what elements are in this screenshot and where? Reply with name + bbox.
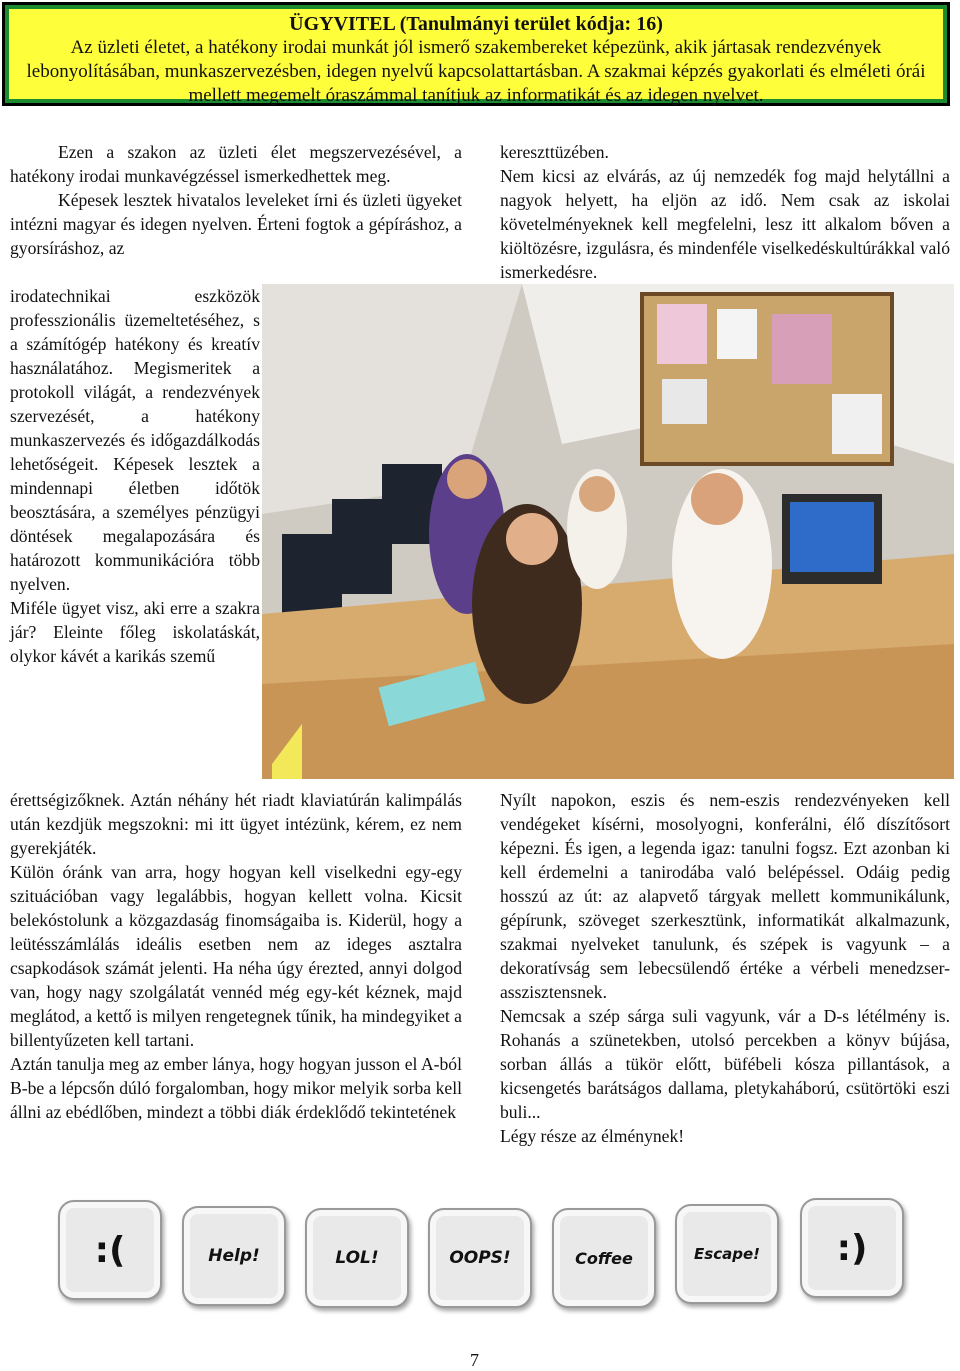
paragraph-expectations: Nem kicsi az elvárás, az új nemzedék fog majd helytállni a nagyok helyett, ha eljön az idő. Nem csak az iskolai követelményeknek kell megfelelni, lesz itt alkalom bőven a kiöltözésre, izgulásra, és mindenféle viselkedéskultúrákkal való ismerkedésre.: [500, 166, 950, 282]
key-oops: OOPS!: [428, 1208, 532, 1308]
column-left-lower: [10, 788, 462, 1124]
column-left-intro: [10, 140, 462, 260]
column-right-lower: [500, 788, 950, 1148]
classroom-photo: [262, 284, 954, 779]
paragraph-school-life: Aztán tanulja meg az ember lánya, hogy hogyan jusson el A-ból B-be a lépcsőn dúló forgalomban, hogy mikor melyik sorba kell állni az ebédlőben, mindezt a többi diák érdeklődő tekintetének: [10, 1054, 462, 1122]
paragraph-intro: Ezen a szakon az üzleti élet megszervezésével, a hatékony irodai munkavégzéssel ismerkedhettek meg.: [10, 142, 462, 186]
program-description: Az üzleti életet, a hatékony irodai munkát jól ismerő szakembereket képezünk, akik jártasak rendezvények lebonyolításában, munkaszervezésben, idegen nyelvű kapcsolattartásban. A szakmai képzés gyakorlati és elméleti órái mellett megemelt óraszámmal tanítjuk az informatikát és az idegen nyelvet.: [26, 37, 926, 106]
key-smile-face: :): [800, 1198, 904, 1298]
key-escape: Escape!: [675, 1204, 779, 1304]
paragraph-d-building: Nemcsak a szép sárga suli vagyunk, vár a D-s létélmény is. Rohanás a szünetekben, utolsó percekben a könyv bújása, sorban állás a tükör előtt, büfébeli kósza pillantások, a kicsengetés barátságos dallama, pletykaháború, csütörtöki eszi buli...: [500, 1006, 950, 1122]
paragraph-skills: Képesek lesztek hivatalos leveleket írni és üzleti ügyeket intézni magyar és idegen nyelven. Érteni fogtok a gépíráshoz, a gyorsíráshoz, az: [10, 190, 462, 258]
page-number: 7: [470, 1350, 479, 1370]
program-title: ÜGYVITEL (Tanulmányi terület kódja: 16): [289, 13, 663, 35]
key-coffee: Coffee: [552, 1208, 656, 1308]
key-help: Help!: [182, 1206, 286, 1306]
column-left-narrow: [10, 260, 260, 668]
office-students-image: [262, 284, 954, 779]
paragraph-behaviour: Külön óránk van arra, hogy hogyan kell viselkedni egy-egy szituációban vagy legalábbis, hogyan kellett volna. Kicsit belekóstolunk a közgazdaság finomságaiba is. Kiderül, hogy a leütésszámlálás ideális esetben nem az ideges asztalra csapkodások számát jelenti. Ha néha úgy érezted, annyi dolgod van, hogy nagy szolgálatát vennéd még egy-két kéznek, majd meglátod, a kettő is milyen rengetegnek tűnik, ha mindegyiket a billentyűzeten kell tartani.: [10, 862, 462, 1050]
key-sad-face: :(: [58, 1200, 162, 1300]
paragraph-first-weeks: érettségizőknek. Aztán néhány hét riadt klaviatúrán kalimpálás után kezdjük megszokni: mi itt ügyet intézünk, kérem, ez nem gyerekjáték.: [10, 790, 462, 858]
program-header-box: [2, 2, 950, 106]
column-right-upper: [500, 140, 950, 284]
paragraph-open-days: Nyílt napokon, eszis és nem-eszis rendezvényeken kell vendégeket kísérni, mosolyogni, konferálni, élő díszítősort képezni. És igen, a legenda igaz: tanulni fogsz. Ezt azonban ki kell érdemelni a tanirodába való belépéssel. Odáig pedig hosszú az út: az alapvető tárgyak mellett kommunikálunk, gépírunk, szöveget szerkesztünk, informatikát alkalmazunk, szakmai nyelveket tanulunk, és szépek is vagyunk – a dekoratívság sem lebecsülendő értéke a vérbeli menedzser-asszisztensnek.: [500, 790, 950, 1002]
paragraph-crossfire: kereszttüzében.: [500, 142, 609, 162]
key-lol: LOL!: [305, 1208, 409, 1308]
keyboard-keys-decoration: [50, 1196, 930, 1316]
paragraph-closing: Légy része az élménynek!: [500, 1126, 685, 1146]
paragraph-question: Miféle ügyet visz, aki erre a szakra jár? Eleinte főleg iskolatáskát, olykor kávét a karikás szemű: [10, 598, 260, 666]
paragraph-skills-cont: irodatechnikai eszközök professzionális üzemeltetéséhez, s a számítógép hatékony és kreatív használatához. Megismeritek a protokoll világát, a rendezvények szervezését, a hatékony munkaszervezés és időgazdálkodás lehetőségeit. Képesek lesztek a mindennapi életben időtök beosztására, a személyes pénzügyi döntések megalapozására és határozott kommunikációra több nyelven.: [10, 286, 260, 594]
